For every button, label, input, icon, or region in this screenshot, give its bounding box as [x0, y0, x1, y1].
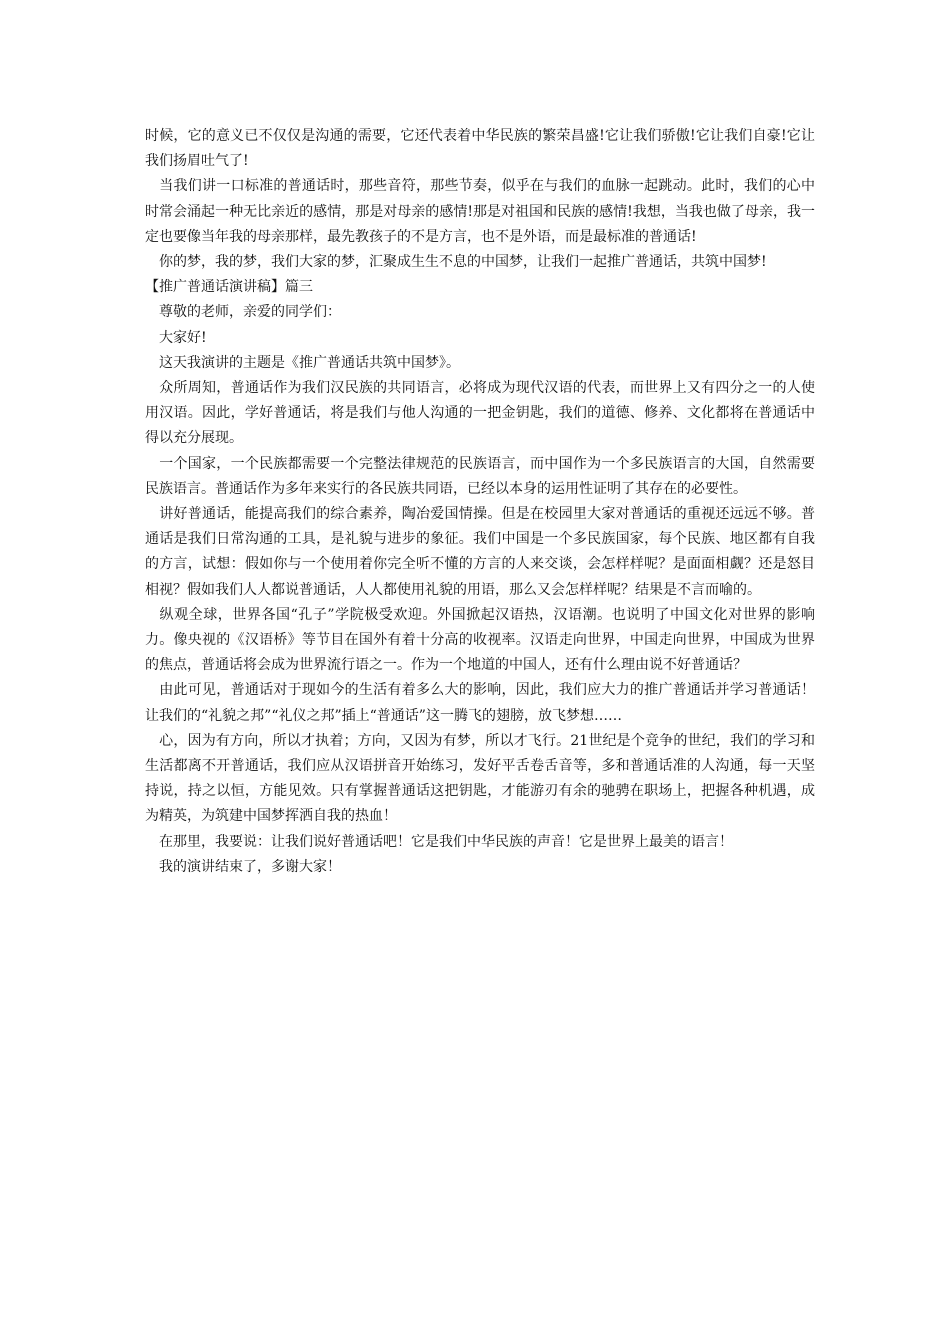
paragraph: 纵观全球，世界各国“孔子”学院极受欢迎。外国掀起汉语热，汉语潮。也说明了中国文化对世界的影响力。像央视的《汉语桥》等节目在国外有着十分高的收视率。汉语走向世界，中国走向世界，中国成为世界的焦点，普通话将会成为世界流行语之一。作为一个地道的中国人，还有什么理由说不好普通话？ — [145, 606, 815, 674]
paragraph: 讲好普通话，能提高我们的综合素养，陶冶爱国情操。但是在校园里大家对普通话的重视还远远不够。普通话是我们日常沟通的工具，是礼貌与进步的象征。我们中国是一个多民族国家，每个民族、地区都有自我的方言，试想：假如你与一个使用着你完全听不懂的方言的人来交谈，会怎样样呢？是面面相觑？还是怒目相视？假如我们人人都说普通话，人人都使用礼貌的用语，那么又会怎样样呢？结果是不言而喻的。 — [145, 506, 815, 598]
paragraph: 大家好! — [145, 329, 207, 346]
paragraph: 你的梦，我的梦，我们大家的梦，汇聚成生生不息的中国梦，让我们一起推广普通话，共筑中国梦! — [145, 254, 767, 271]
paragraph: 一个国家，一个民族都需要一个完整法律规范的民族语言，而中国作为一个多民族语言的大国，自然需要民族语言。普通话作为多年来实行的各民族共同语，已经以本身的运用性证明了其存在的必要性。 — [145, 455, 815, 497]
paragraph: 尊敬的老师，亲爱的同学们： — [145, 304, 341, 321]
paragraph: 由此可见，普通话对于现如今的生活有着多么大的影响，因此，我们应大力的推广普通话并学习普通话！让我们的“礼貌之邦”“礼仪之邦”插上“普通话”这一腾飞的翅膀，放飞梦想…… — [145, 682, 815, 724]
paragraph: 当我们讲一口标准的普通话时，那些音符，那些节奏，似乎在与我们的血脉一起跳动。此时，我们的心中时常会涌起一种无比亲近的感情，那是对母亲的感情!那是对祖国和民族的感情!我想，当我也做了母亲，我一定也要像当年我的母亲那样，最先教孩子的不是方言，也不是外语，而是最标准的普通话! — [145, 178, 815, 245]
paragraph: 这天我演讲的主题是《推广普通话共筑中国梦》。 — [145, 354, 460, 371]
paragraph: 在那里，我要说：让我们说好普通话吧！它是我们中华民族的声音！它是世界上最美的语言！ — [145, 833, 733, 850]
paragraph: 心，因为有方向，所以才执着；方向，又因为有梦，所以才飞行。21世纪是个竞争的世纪，我们的学习和生活都离不开普通话，我们应从汉语拼音开始练习，发好平舌卷舌音等，多和普通话准的人沟通，每一天坚持说，持之以恒，方能见效。只有掌握普通话这把钥匙，才能游刃有余的驰骋在职场上，把握各种机遇，成为精英，为筑建中国梦挥洒自我的热血！ — [145, 732, 815, 825]
paragraph: 时候，它的意义已不仅仅是沟通的需要，它还代表着中华民族的繁荣昌盛!它让我们骄傲!它让我们自豪!它让我们扬眉吐气了! — [145, 128, 815, 170]
paragraph: 众所周知，普通话作为我们汉民族的共同语言，必将成为现代汉语的代表，而世界上又有四分之一的人使用汉语。因此，学好普通话，将是我们与他人沟通的一把金钥匙，我们的道德、修养、文化都将在普通话中得以充分展现。 — [145, 380, 815, 447]
document-body — [145, 124, 815, 880]
paragraph: 我的演讲结束了，多谢大家！ — [145, 858, 341, 875]
section-heading: 【推广普通话演讲稿】篇三 — [145, 279, 313, 296]
